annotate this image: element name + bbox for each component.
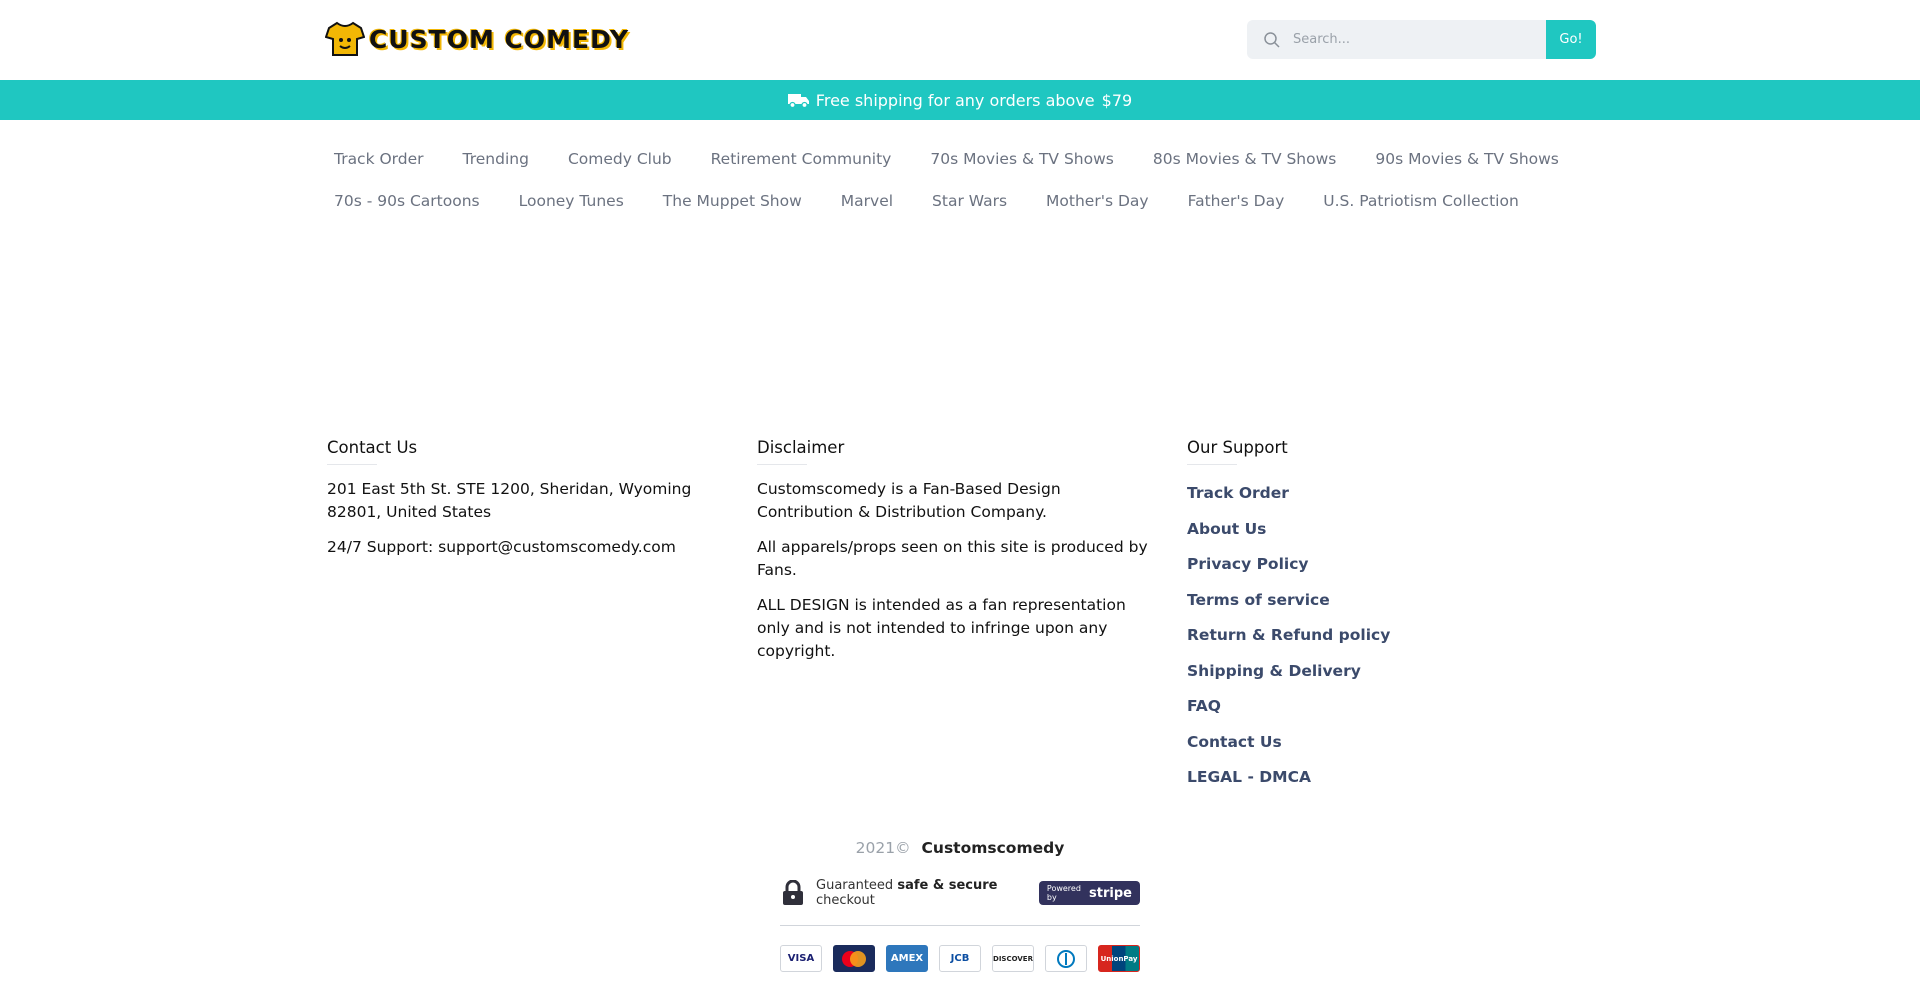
free-shipping-banner xyxy=(0,80,1920,120)
visa-card-icon: VISA xyxy=(780,945,822,972)
nav-item-mothers-day[interactable]: Mother's Day xyxy=(1046,192,1149,210)
nav-item-70s-movies-tv[interactable]: 70s Movies & TV Shows xyxy=(930,150,1114,168)
nav-item-marvel[interactable]: Marvel xyxy=(840,192,894,210)
shipping-threshold: $79 xyxy=(1101,90,1133,110)
unionpay-card-icon: UnionPay xyxy=(1098,945,1140,972)
support-link-terms-of-service[interactable]: Terms of service xyxy=(1187,590,1330,609)
jcb-card-icon: JCB xyxy=(939,945,981,972)
tshirt-mascot-icon xyxy=(325,20,365,58)
nav-item-retirement-community[interactable]: Retirement Community xyxy=(710,150,892,168)
contact-support-email: 24/7 Support: support@customscomedy.com xyxy=(327,538,676,556)
secure-bold: safe & secure xyxy=(897,878,998,893)
nav-row-2 xyxy=(326,180,1606,222)
search-icon xyxy=(1263,31,1281,49)
lock-icon xyxy=(782,880,804,906)
support-link-contact-us[interactable]: Contact Us xyxy=(1187,732,1282,751)
nav-item-muppet-show[interactable]: The Muppet Show xyxy=(662,192,802,210)
nav-item-70s-90s-cartoons[interactable]: 70s - 90s Cartoons xyxy=(334,192,480,210)
contact-address: 201 East 5th St. STE 1200, Sheridan, Wyoming 82801, United States xyxy=(327,480,692,521)
payment-methods xyxy=(780,945,1140,972)
shipping-text: Free shipping for any orders above xyxy=(815,90,1095,110)
search-go-button[interactable]: Go! xyxy=(1546,20,1596,59)
disclaimer-paragraph-2: All apparels/props seen on this site is produced by Fans. xyxy=(757,538,1148,579)
mastercard-icon xyxy=(833,945,875,972)
support-link-faq[interactable]: FAQ xyxy=(1187,697,1221,715)
nav-item-fathers-day[interactable]: Father's Day xyxy=(1187,192,1285,210)
footer-support xyxy=(1187,438,1587,796)
footer-disclaimer xyxy=(757,438,1157,663)
site-logo[interactable] xyxy=(325,20,629,58)
category-nav xyxy=(326,138,1606,222)
search-box xyxy=(1247,20,1546,59)
nav-item-trending[interactable]: Trending xyxy=(462,150,529,168)
disclaimer-paragraph-1: Customscomedy is a Fan-Based Design Contribution & Distribution Company. xyxy=(757,480,1061,521)
secure-suffix: checkout xyxy=(816,893,875,908)
secure-checkout-text xyxy=(816,878,1039,908)
support-link-privacy-policy[interactable]: Privacy Policy xyxy=(1187,555,1309,573)
nav-item-star-wars[interactable]: Star Wars xyxy=(932,192,1008,210)
truck-icon xyxy=(788,92,810,108)
support-link-about-us[interactable]: About Us xyxy=(1187,519,1267,538)
nav-item-80s-movies-tv[interactable]: 80s Movies & TV Shows xyxy=(1152,150,1337,168)
stripe-powered-by: Powered by xyxy=(1046,884,1081,902)
nav-item-us-patriotism[interactable]: U.S. Patriotism Collection xyxy=(1323,192,1519,210)
copyright xyxy=(0,839,1920,857)
footer-contact xyxy=(327,438,727,559)
copyright-brand[interactable]: Customscomedy xyxy=(921,839,1065,857)
site-header xyxy=(0,0,1920,80)
secure-prefix: Guaranteed xyxy=(816,878,894,893)
amex-card-icon: AMEX xyxy=(886,945,928,972)
nav-item-90s-movies-tv[interactable]: 90s Movies & TV Shows xyxy=(1375,150,1559,168)
nav-item-comedy-club[interactable]: Comedy Club xyxy=(567,150,672,168)
support-link-track-order[interactable]: Track Order xyxy=(1187,484,1289,502)
nav-item-track-order[interactable]: Track Order xyxy=(334,150,424,168)
stripe-brand: stripe xyxy=(1089,885,1132,901)
support-link-return-refund[interactable]: Return & Refund policy xyxy=(1187,626,1391,644)
footer-contact-title: Contact Us xyxy=(327,438,417,465)
powered-by-stripe-badge xyxy=(1039,881,1140,905)
support-link-shipping-delivery[interactable]: Shipping & Delivery xyxy=(1187,661,1361,680)
secure-checkout-badge xyxy=(780,878,1140,908)
search-form xyxy=(1247,20,1596,59)
diners-club-card-icon xyxy=(1045,945,1087,972)
nav-row-1 xyxy=(326,138,1606,180)
footer-support-title: Our Support xyxy=(1187,438,1288,465)
footer-disclaimer-title: Disclaimer xyxy=(757,438,844,465)
support-link-legal-dmca[interactable]: LEGAL - DMCA xyxy=(1187,768,1311,786)
support-links xyxy=(1187,476,1587,796)
copyright-year: 2021© xyxy=(855,839,911,857)
search-input[interactable] xyxy=(1293,32,1533,47)
divider xyxy=(780,925,1140,926)
disclaimer-paragraph-3: ALL DESIGN is intended as a fan representation only and is not intended to infringe upon any copyright. xyxy=(757,596,1126,660)
discover-card-icon: DISCOVER xyxy=(992,945,1034,972)
nav-item-looney-tunes[interactable]: Looney Tunes xyxy=(518,192,624,210)
logo-text: CUSTOM COMEDY xyxy=(369,24,630,54)
